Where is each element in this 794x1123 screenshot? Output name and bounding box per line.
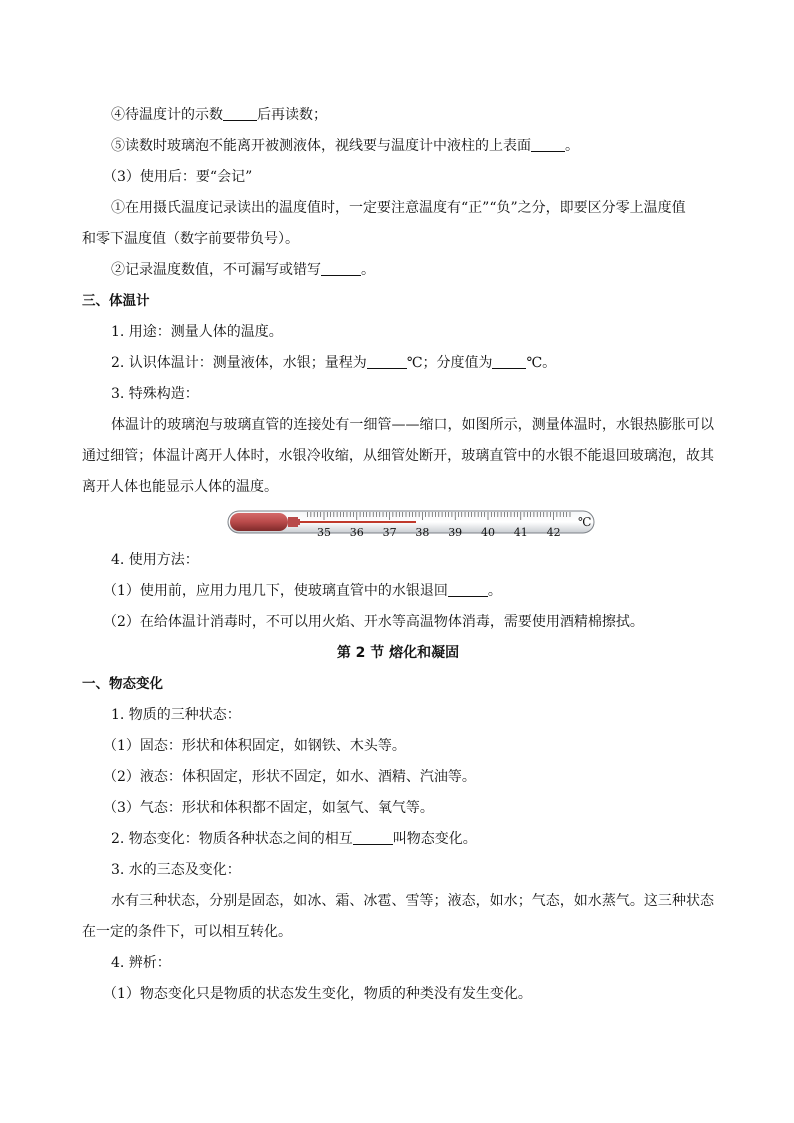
- clin-know-line: 2. 认识体温计：测量液体，水银；量程为 ℃；分度值为 ℃。: [111, 355, 557, 371]
- states-title: 1. 物质的三种状态：: [111, 707, 241, 723]
- thermometer-bulb: [230, 513, 288, 531]
- water-paragraph: 水有三种状态，分别是固态，如冰、霜、冰雹、雪等；液态，如水；气态，如水蒸气。这三种状态在一定的条件下，可以相互转化。: [82, 893, 714, 940]
- clin-use-line: 1. 用途：测量人体的温度。: [111, 324, 283, 340]
- answer-blank[interactable]: [367, 354, 407, 369]
- answer-blank[interactable]: [223, 106, 257, 121]
- step4-line: ④待温度计的示数 后再读数；: [111, 107, 327, 123]
- chapter-title: 第 2 节 熔化和凝固: [336, 645, 460, 661]
- clin-struct-line: 3. 特殊构造：: [111, 386, 199, 402]
- clin-before-line: （1）使用前，应用力甩几下，使玻璃直管中的水银退回 。: [103, 583, 502, 599]
- tick-label: 40: [481, 526, 495, 539]
- clin-disinfect-line: （2）在给体温计消毒时，不可以用火焰、开水等高温物体消毒，需要使用酒精棉擦拭。: [103, 614, 644, 630]
- record1-line2: 和零下温度值（数字前要带负号）。: [82, 231, 299, 247]
- answer-blank[interactable]: [492, 354, 526, 369]
- step5-line: ⑤读数时玻璃泡不能离开被测液体，视线要与温度计中液柱的上表面 。: [111, 138, 579, 154]
- liquid-line: （2）液态：体积固定，形状不固定，如水、酒精、汽油等。: [103, 769, 476, 785]
- clin-paragraph: 体温计的玻璃泡与玻璃直管的连接处有一细管——缩口，如图所示，测量体温时，水银热膨胀可以通过细管；体温计离开人体时，水银冷收缩，从细管处断开，玻璃直管中的水银不能退回玻璃泡，故其离开人体也能显示人体的温度。: [82, 417, 714, 495]
- after-use-line: （3）使用后：要“会记”: [103, 169, 253, 185]
- record2-line: ②记录温度数值，不可漏写或错写 。: [111, 262, 375, 278]
- section3-heading: 三、体温计: [82, 293, 150, 309]
- analysis1-line: （1）物态变化只是物质的状态发生变化，物质的种类没有发生变化。: [103, 986, 532, 1002]
- answer-blank[interactable]: [353, 830, 393, 845]
- solid-line: （1）固态：形状和体积固定，如钢铁、木头等。: [103, 738, 406, 754]
- change-def-line: 2. 物态变化：物质各种状态之间的相互 叫物态变化。: [111, 831, 477, 847]
- section1-heading: 一、物态变化: [82, 676, 163, 692]
- document-page: [82, 100, 714, 1010]
- tick-label: 35: [317, 526, 331, 539]
- clinical-thermometer-figure: [226, 505, 596, 539]
- tick-label: 36: [349, 526, 364, 539]
- tick-label: 39: [448, 526, 463, 539]
- clin-method-line: 4. 使用方法：: [111, 552, 199, 568]
- answer-blank[interactable]: [321, 261, 361, 276]
- tick-label: 41: [513, 526, 528, 539]
- thermometer-svg: [226, 505, 596, 539]
- analysis-title: 4. 辨析：: [111, 955, 171, 971]
- unit-label: ℃: [578, 515, 592, 529]
- gas-line: （3）气态：形状和体积都不固定，如氢气、氧气等。: [103, 800, 434, 816]
- mercury-column: [300, 521, 416, 523]
- answer-blank[interactable]: [531, 137, 565, 152]
- water-title: 3. 水的三态及变化：: [111, 862, 241, 878]
- tick-label: 37: [382, 526, 397, 539]
- tick-label: 42: [546, 526, 561, 539]
- tick-label: 38: [415, 526, 430, 539]
- record1-line1: ①在用摄氏温度记录读出的温度值时，一定要注意温度有“正”“负”之分，即要区分零上温度值: [111, 200, 686, 216]
- answer-blank[interactable]: [448, 582, 488, 597]
